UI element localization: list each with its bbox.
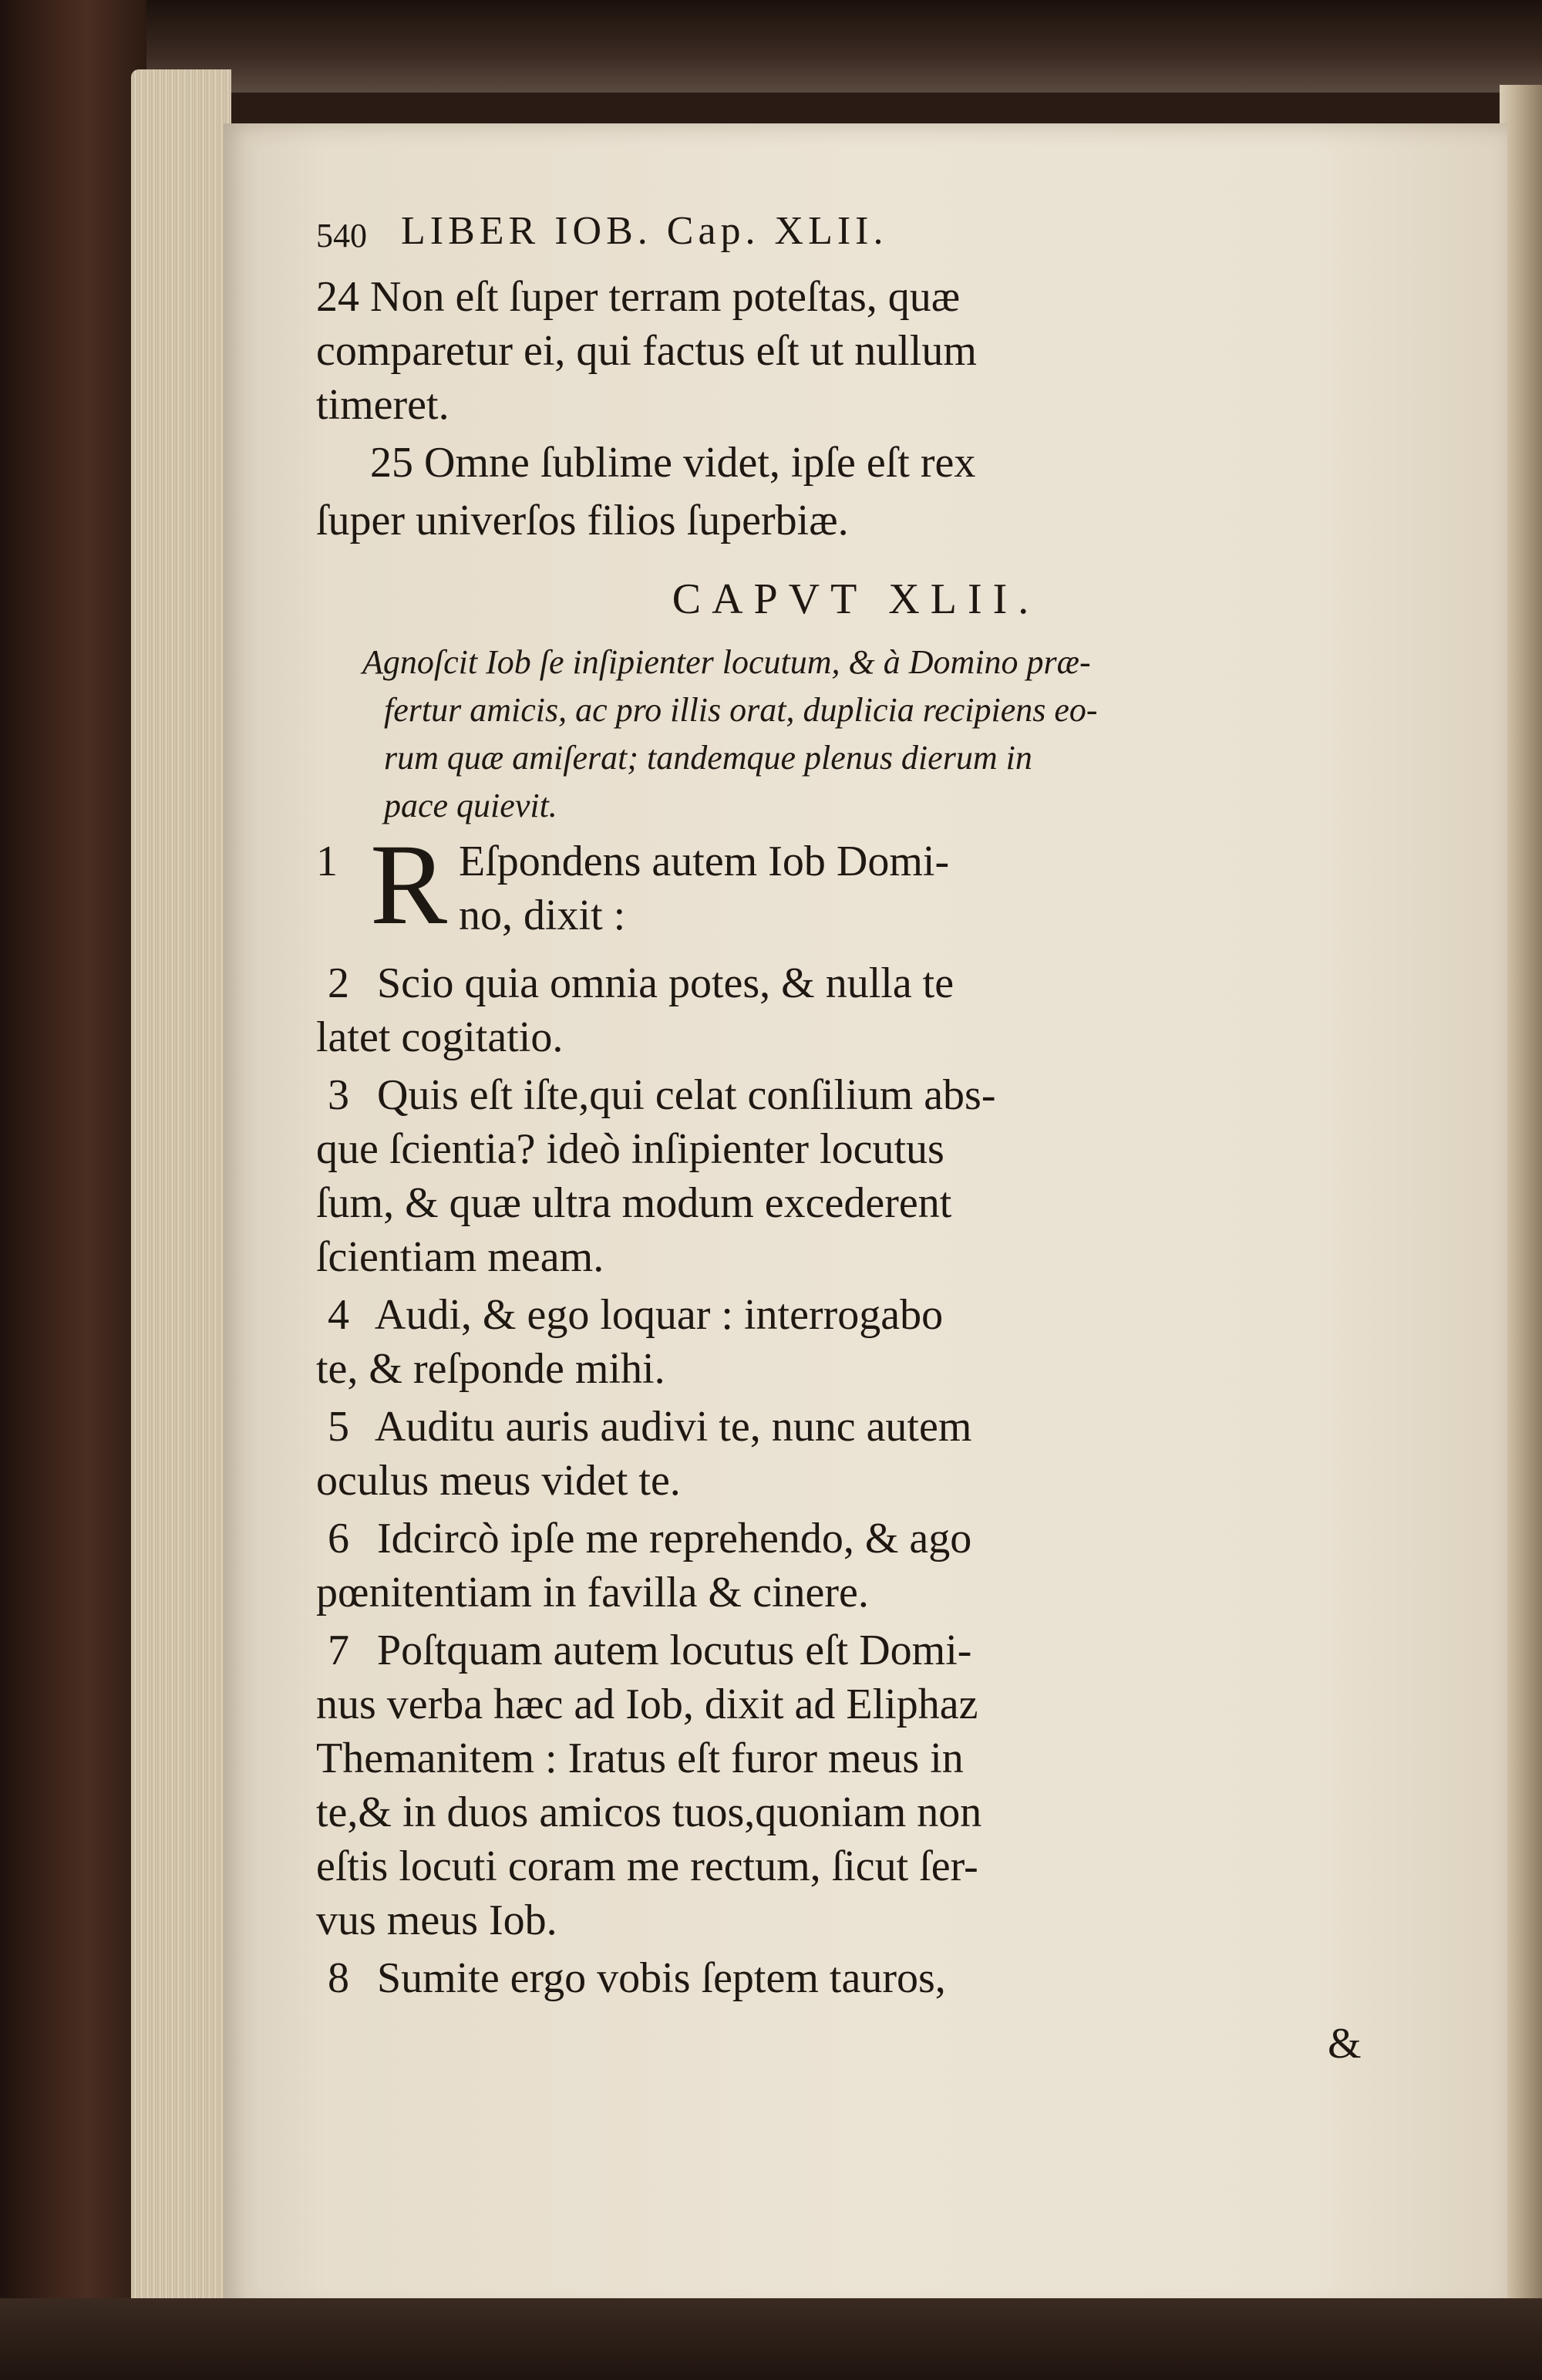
verse-text: ſcientiam meam. bbox=[316, 1233, 604, 1281]
verse-text: oculus meus videt te. bbox=[316, 1457, 681, 1505]
verse-number: 6 bbox=[328, 1515, 349, 1563]
verse-line bbox=[316, 1731, 964, 1785]
verse-line bbox=[328, 1288, 943, 1342]
verse-text: comparetur ei, qui factus eſt ut nullum bbox=[316, 327, 977, 375]
catchword: & bbox=[1328, 2020, 1362, 2068]
verse-line bbox=[328, 1400, 971, 1454]
verse-text: que ſcientia? ideò inſipienter locutus bbox=[316, 1125, 944, 1173]
verse-line bbox=[459, 888, 625, 942]
verse-text: Scio quia omnia potes, & nulla te bbox=[377, 959, 954, 1007]
verse-text: te, & reſponde mihi. bbox=[316, 1345, 665, 1393]
verse-text: timeret. bbox=[316, 381, 449, 429]
verse-text: Idcircò ipſe me reprehendo, & ago bbox=[377, 1515, 972, 1563]
verse-line bbox=[316, 1176, 951, 1230]
page-number: 540 bbox=[316, 217, 367, 255]
verse-line bbox=[316, 1010, 563, 1064]
verse-text: Eſpondens autem Iob Domi- bbox=[459, 838, 950, 885]
running-head bbox=[316, 208, 1396, 262]
verse-line bbox=[316, 1677, 978, 1731]
verse-line bbox=[316, 1839, 978, 1893]
verse-number: 8 bbox=[328, 1954, 349, 2002]
verse-line bbox=[316, 270, 960, 324]
verse-line bbox=[328, 956, 954, 1010]
drop-cap: R bbox=[370, 821, 448, 949]
verse-text: Quis eſt iſte,qui celat conſilium abs- bbox=[377, 1071, 996, 1119]
page-edges bbox=[131, 69, 231, 2306]
verse-text: ſum, & quæ ultra modum excederent bbox=[316, 1179, 952, 1227]
verse-number: 5 bbox=[328, 1403, 349, 1451]
verse-number: 1 bbox=[316, 838, 338, 885]
verse-line bbox=[316, 1454, 681, 1508]
verse-line bbox=[328, 1951, 946, 2005]
verse-line bbox=[459, 834, 949, 888]
running-title: LIBER IOB. Cap. XLII. bbox=[401, 209, 888, 253]
verse-text: ſuper univerſos filios ſuperbiæ. bbox=[316, 497, 849, 544]
verse-line bbox=[316, 1230, 604, 1284]
verse-number: 7 bbox=[328, 1627, 349, 1674]
chapter-summary bbox=[362, 639, 1396, 830]
verse-text: Poſtquam autem locutus eſt Domi- bbox=[377, 1627, 972, 1674]
verse-text: Omne ſublime videt, ipſe eſt rex bbox=[424, 439, 976, 487]
verse-text: Themanitem : Iratus eſt furor meus in bbox=[316, 1734, 964, 1782]
verse-text: te,& in duos amicos tuos,quoniam non bbox=[316, 1788, 982, 1836]
verse-line bbox=[316, 494, 849, 548]
summary-line: fertur amicis, ac pro illis orat, duplicia recipiens eo- bbox=[384, 691, 1098, 729]
verse-line bbox=[316, 1342, 665, 1396]
verse-text: nus verba hæc ad Iob, dixit ad Eliphaz bbox=[316, 1680, 978, 1728]
verse-line bbox=[328, 1623, 971, 1677]
book-spine bbox=[0, 0, 146, 2380]
verse-line bbox=[370, 436, 975, 490]
verse-line bbox=[328, 1068, 995, 1122]
verse-text: vus meus Iob. bbox=[316, 1896, 557, 1944]
verse-line bbox=[316, 1893, 557, 1947]
verse-line bbox=[316, 1566, 869, 1620]
verse-text: latet cogitatio. bbox=[316, 1013, 564, 1061]
verse-text: Sumite ergo vobis ſeptem tauros, bbox=[377, 1954, 946, 2002]
book-cover-top bbox=[116, 0, 1542, 93]
verse-text: no, dixit : bbox=[459, 892, 626, 939]
verse-text: pœnitentiam in favilla & cinere. bbox=[316, 1569, 869, 1616]
verse-number: 4 bbox=[328, 1291, 349, 1339]
verse-line bbox=[316, 324, 977, 378]
verse-number: 25 bbox=[370, 439, 413, 487]
verse-line bbox=[316, 1122, 944, 1176]
verse-text: Auditu auris audivi te, nunc autem bbox=[374, 1403, 972, 1451]
verse-line bbox=[316, 1785, 981, 1839]
verse-number: 2 bbox=[328, 959, 349, 1007]
verse-line bbox=[328, 1512, 971, 1566]
verse-number: 3 bbox=[328, 1071, 349, 1119]
chapter-heading: CAPVT XLII. bbox=[672, 575, 1040, 623]
verse-text: eſtis locuti coram me rectum, ſicut ſer- bbox=[316, 1842, 978, 1890]
verse-line bbox=[316, 378, 449, 432]
summary-line: rum quæ amiſerat; tandemque plenus dierum in bbox=[384, 739, 1032, 777]
summary-line: pace quievit. bbox=[384, 787, 557, 824]
summary-line: Agnoſcit Iob ſe inſipienter locutum, & à Domino præ- bbox=[362, 643, 1091, 681]
verse-text: Audi, & ego loquar : interrogabo bbox=[374, 1291, 944, 1339]
verse-text: Non eſt ſuper terram poteſtas, quæ bbox=[370, 273, 961, 321]
verse-number-1 bbox=[316, 834, 338, 888]
book-cover-bottom bbox=[0, 2298, 1542, 2380]
verse-number: 24 bbox=[316, 273, 359, 321]
